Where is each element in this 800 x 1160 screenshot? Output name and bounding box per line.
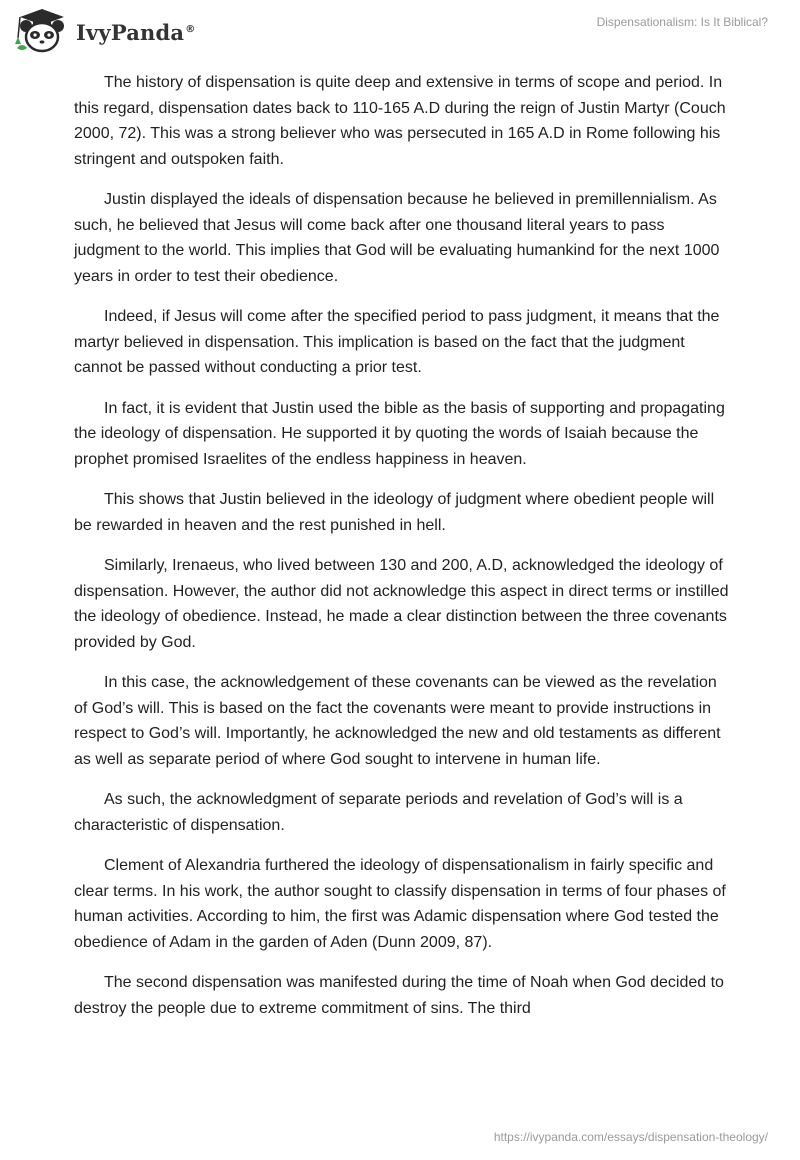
essay-body xyxy=(74,70,734,1036)
source-url-link[interactable]: https://ivypanda.com/essays/dispensation-theology/ xyxy=(493,1130,768,1144)
paragraph: Similarly, Irenaeus, who lived between 130 and 200, A.D, acknowledged the ideology of dispensation. However, the author did not acknowledge this aspect in direct terms or instilled the ideology of obedience. Instead, he made a clear distinction between the three covenants provided by God. xyxy=(74,557,729,651)
document-title: Dispensationalism: Is It Biblical? xyxy=(596,15,768,29)
paragraph: In fact, it is evident that Justin used the bible as the basis of supporting and propagating the ideology of dispensation. He supported it by quoting the words of Isaiah because the prophet promised Israelites of the endless happiness in heaven. xyxy=(74,399,725,468)
registered-mark: ® xyxy=(185,23,196,35)
brand-name: IvyPanda® xyxy=(76,19,196,45)
paragraph: The history of dispensation is quite deep and extensive in terms of scope and period. In this regard, dispensation dates back to 110-165 A.D during the reign of Justin Martyr (Couch 2000, 72). This was a strong believer who was persecuted in 165 A.D in Rome following his stringent and outspoken faith. xyxy=(74,74,726,168)
paragraph: The second dispensation was manifested during the time of Noah when God decided to destroy the people due to extreme commitment of sins. The third xyxy=(74,974,724,1017)
paragraph: Clement of Alexandria furthered the ideology of dispensationalism in fairly specific and clear terms. In his work, the author sought to classify dispensation in terms of four phases of human activities. According to him, the first was Adamic dispensation where God tested the obedience of Adam in the garden of Aden (Dunn 2009, 87). xyxy=(74,857,726,951)
panda-graduate-icon xyxy=(14,8,70,54)
page-header xyxy=(0,0,800,62)
paragraph: As such, the acknowledgment of separate periods and revelation of God’s will is a characteristic of dispensation. xyxy=(74,791,683,834)
paragraph: Justin displayed the ideals of dispensation because he believed in premillennialism. As such, he believed that Jesus will come back after one thousand literal years to pass judgment to the world. This implies that God will be evaluating humankind for the next 1000 years in order to test their obedience. xyxy=(74,191,720,285)
ivypanda-logo[interactable] xyxy=(14,8,195,54)
paragraph: Indeed, if Jesus will come after the specified period to pass judgment, it means that the martyr believed in dispensation. This implication is based on the fact that the judgment cannot be passed without conducting a prior test. xyxy=(74,308,720,376)
paragraph: This shows that Justin believed in the ideology of judgment where obedient people will be rewarded in heaven and the rest punished in hell. xyxy=(74,491,715,534)
paragraph: In this case, the acknowledgement of these covenants can be viewed as the revelation of God’s will. This is based on the fact the covenants were meant to provide instructions in respect to God’s will. Importantly, he acknowledged the new and old testaments as different as well as separate period of where God sought to intervene in human life. xyxy=(74,674,721,768)
